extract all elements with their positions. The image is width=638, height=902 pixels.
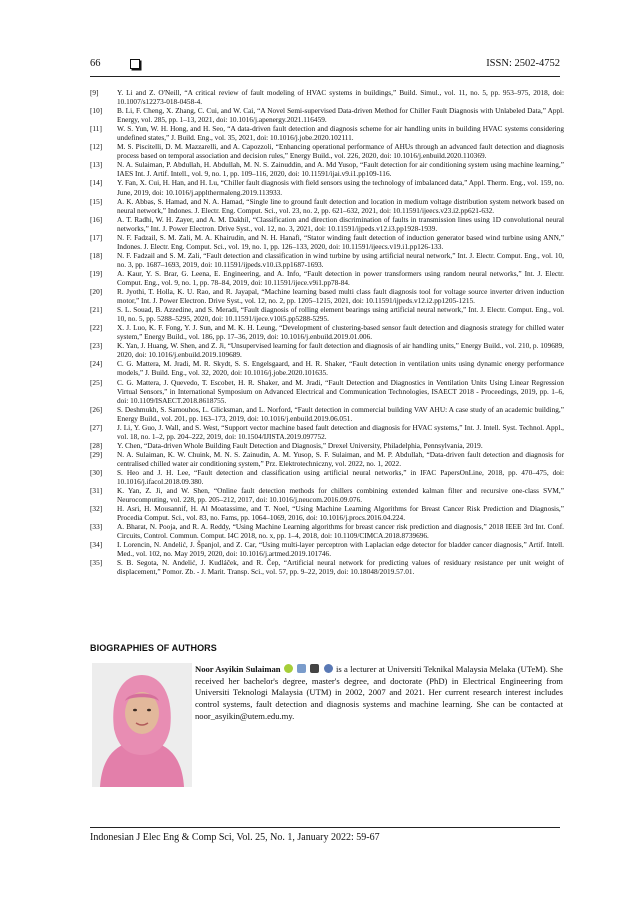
author-bio (195, 664, 563, 723)
author-portrait-icon (92, 663, 192, 787)
reference-number: [12] (90, 142, 103, 152)
reference-text: R. Jyothi, T. Holla, K. U. Rao, and R. Jayapal, “Machine learning based multi class fault diagnosis tool for voltage source inverter driven induction motor,” Int. J. Power Electron. Drive Syst., vol. 12, no. 2, pp. 1205–1215, 2021, doi: 10.11591/ijpeds.v12.i2.pp1205-1215. (117, 287, 564, 306)
reference-number: [21] (90, 305, 103, 315)
reference-number: [25] (90, 377, 103, 387)
reference-number: [34] (90, 540, 103, 550)
reference-number: [9] (90, 88, 99, 97)
author-bio-text: is a lecturer at Universiti Teknikal Malaysia Melaka (UTeM). She received her bachelor's degree, master's degree, and doctorate (PhD) in Electrical Engineering from Universiti Teknologi Malaysia (UTM) in 2002, 2007 and 2021. Her current research interest includes control systems, fault detection and diagnosis systems and machine learning. She can be contacted at noor_asyikin@utem.edu.my. (195, 664, 563, 721)
reference-item (90, 233, 564, 251)
reference-number: [18] (90, 250, 103, 260)
reference-number: [23] (90, 341, 103, 351)
reference-text: N. F. Fadzail and S. M. Zali, “Fault detection and classification in wind turbine by using artificial neural network,” Int. J. Electr. Comput. Eng., vol. 10, no. 3, pp. 1687–1693, 2019, doi: 10.11591/ijpeds.v10.i3.pp1687-1693. (117, 250, 564, 269)
reference-text: A. Kaur, Y. S. Brar, G. Leena, E. Engineering, and A. Info, “Fault detection in power transformers using random neural networks,” Int. J. Electr. Comput. Eng., vol. 9, no. 1, pp. 78–84, 2019, doi: 10.11591/ijece.v9i1.pp78-84. (117, 268, 564, 287)
reference-text: K. Yan, J. Huang, W. Shen, and Z. Ji, “Unsupervised learning for fault detection and diagnosis of air handling units,” Energy Build., vol. 210, p. 109689, 2020, doi: 10.1016/j.enbuild.2019.109689. (117, 341, 564, 360)
reference-item (90, 197, 564, 215)
reference-text: K. Yan, Z. Ji, and W. Shen, “Online fault detection methods for chillers combining extended kalman filter and recursive one-class SVM,” Neurocomputing, vol. 228, pp. 205–212, 2017, doi: 10.1016/j.neucom.2016.09.076. (117, 486, 564, 505)
reference-text: M. S. Piscitelli, D. M. Mazzarelli, and A. Capozzoli, “Enhancing operational performance of AHUs through an advanced fault detection and diagnosis process based on temporal association and decision rules,” Energy Build., vol. 226, 2020, doi: 10.1016/j.enbuild.2020.110369. (117, 142, 564, 161)
scopus-icon[interactable] (310, 664, 319, 673)
reference-number: [24] (90, 359, 103, 369)
reference-text: A. K. Abbas, S. Hamad, and N. A. Hamad, “Single line to ground fault detection and location in medium voltage distribution system network based on neural network,” Indones. J. Electr. Eng. Comput. Sci., vol. 23, no. 2, pp. 621–632, 2021, doi: 10.11591/ijeecs.v23.i2.pp621-632. (117, 196, 564, 215)
reference-text: S. Heo and J. H. Lee, “Fault detection and classification using artificial neural networks,” in IFAC PapersOnLine, 2018, pp. 470–475, doi: 10.1016/j.ifacol.2018.09.380. (117, 467, 564, 487)
reference-text: Y. Li and Z. O'Neill, “A critical review of fault modeling of HVAC systems in buildings,” Build. Simul., vol. 11, no. 5, pp. 953–975, 2018, doi: 10.1007/s12273-018-0458-4. (117, 88, 564, 107)
page-number: 66 (90, 58, 101, 69)
reference-text: W. S. Yun, W. H. Hong, and H. Seo, “A data-driven fault detection and diagnosis scheme for air handling units in building HVAC systems considering undefined states,” J. Build. Eng., vol. 35, 2021, doi: 10.1016/j.jobe.2020.102111. (117, 124, 564, 143)
publons-icon[interactable] (324, 664, 333, 673)
google-scholar-icon[interactable] (297, 664, 306, 673)
reference-text: C. G. Mattera, M. Jradi, M. R. Skydt, S. S. Engelsgaard, and H. R. Shaker, “Fault detection in ventilation units using dynamic energy performance models,” J. Build. Eng., vol. 32, 2020, doi: 10.1016/j.jobe.2020.101635. (117, 359, 564, 378)
reference-item (90, 522, 564, 540)
author-photo (92, 663, 192, 787)
author-name: Noor Asyikin Sulaiman (195, 664, 281, 674)
reference-number: [31] (90, 486, 103, 496)
reference-item (90, 287, 564, 305)
header-rule (90, 76, 560, 77)
reference-text: A. T. Radhi, W. H. Zayer, and A. M. Dakhil, “Classification and direction discrimination of faults in transmission lines using 1D convolutional neural networks,” Int. J. Power Electron. Drive Syst., vol. 12, no. 3, 2021, doi: 10.11591/ijpeds.v12.i3.pp1928-1939. (117, 214, 564, 233)
reference-number: [35] (90, 558, 103, 568)
reference-item (90, 269, 564, 287)
reference-text: X. J. Luo, K. F. Fong, Y. J. Sun, and M. K. H. Leung, “Development of clustering-based sensor fault detection and diagnosis strategy for chilled water system,” Energy Build., vol. 186, pp. 17–36, 2019, doi: 10.1016/j.enbuild.2019.01.006. (117, 323, 564, 342)
reference-item (90, 215, 564, 233)
reference-item (90, 405, 564, 423)
reference-number: [17] (90, 232, 103, 242)
reference-item (90, 341, 564, 359)
reference-item (90, 378, 564, 405)
reference-number: [26] (90, 404, 103, 414)
reference-number: [16] (90, 214, 103, 224)
reference-number: [32] (90, 504, 103, 514)
reference-item (90, 468, 564, 486)
reference-number: [13] (90, 160, 103, 170)
journal-footer: Indonesian J Elec Eng & Comp Sci, Vol. 25, No. 1, January 2022: 59-67 (90, 832, 380, 843)
reference-item (90, 441, 564, 450)
orcid-icon[interactable] (284, 664, 293, 673)
reference-number: [11] (90, 124, 102, 134)
reference-item (90, 323, 564, 341)
reference-text: S. Deshmukh, S. Samouhos, L. Glicksman, and L. Norford, “Fault detection in commercial building VAV AHU: A case study of an academic building,” Energy Build., vol. 201, pp. 163–173, 2019, doi: 10.1016/j.enbuild.2019.06.051. (117, 404, 564, 423)
reference-text: S. L. Souad, B. Azzedine, and S. Meradi, “Fault diagnosis of rolling element bearings using artificial neural network,” Int. J. Electr. Comput. Eng., vol. 10, no. 5, pp. 5288–5295, 2020, doi: 10.11591/ijece.v10i5.pp5288-5295. (117, 305, 564, 324)
reference-item (90, 106, 564, 124)
reference-text: N. A. Sulaiman, K. W. Chuink, M. N. S. Zainudin, A. M. Yusop, S. F. Sulaiman, and M. P. Abdullah, “Data-driven fault detection and diagnosis for centralised chilled water air conditioning system,” Prz. Elektrotechniczny, vol. 2022, no. 1, 2022. (117, 449, 564, 468)
reference-number: [27] (90, 422, 103, 432)
reference-item (90, 540, 564, 558)
reference-text: C. G. Mattera, J. Quevedo, T. Escobet, H. R. Shaker, and M. Jradi, “Fault Detection and Diagnostics in Ventilation Units Using Linear Regression Virtual Sensors,” in International Symposium on Advanced Electrical and Communication Technologies, ISAECT 2018 - Proceedings, 2019, pp. 1–6, doi: 10.1109/ISAECT.2018.8618755. (117, 377, 564, 405)
reference-number: [22] (90, 323, 103, 333)
reference-item (90, 178, 564, 196)
reference-text: Y. Chen, “Data-driven Whole Building Fault Detection and Diagnosis,” Drexel University, Philadelphia, Pennsylvania, 2019. (117, 440, 483, 450)
reference-item (90, 359, 564, 377)
reference-text: I. Lorencin, N. Andelić, J. Španjol, and Z. Car, “Using multi-layer perceptron with Laplacian edge detector for bladder cancer diagnosis,” Artif. Intell. Med., vol. 102, no. May 2019, 2020, doi: 10.1016/j.artmed.2019.101746. (117, 540, 564, 559)
reference-number: [10] (90, 106, 103, 116)
reference-text: N. F. Fadzail, S. M. Zali, M. A. Khairudin, and N. H. Hanafi, “Stator winding fault detection of induction generator based wind turbine using ANN,” Indones. J. Electr. Eng. Comput. Sci., vol. 19, no. 1, pp. 126–133, 2020, doi: 10.11591/ijeecs.v19.i1.pp126-133. (117, 232, 564, 251)
reference-text: J. Li, Y. Guo, J. Wall, and S. West, “Support vector machine based fault detection and diagnosis for HVAC systems,” Int. J. Intell. Syst. Technol. Appl., vol. 18, no. 1–2, pp. 204–222, 2019, doi: 10.1504/IJISTA.2019.097752. (117, 422, 564, 441)
reference-number: [33] (90, 522, 103, 532)
reference-list (90, 88, 564, 577)
reference-text: A. Bharat, N. Pooja, and R. A. Reddy, “Using Machine Learning algorithms for breast cancer risk prediction and diagnosis,” 2018 IEEE 3rd Int. Conf. Circuits, Control. Commun. Comput. I4C 2018, no. x, pp. 1–4, 2018, doi: 10.1109/CIMCA.2018.8739696. (117, 522, 564, 541)
reference-number: [28] (90, 440, 103, 450)
reference-item (90, 558, 564, 576)
reference-item (90, 450, 564, 468)
reference-number: [29] (90, 449, 103, 459)
reference-item (90, 142, 564, 160)
reference-number: [30] (90, 467, 103, 477)
page-header (90, 58, 560, 74)
reference-text: Y. Fan, X. Cui, H. Han, and H. Lu, “Chiller fault diagnosis with field sensors using the technology of imbalanced data,” Appl. Therm. Eng., vol. 159, no. June, 2019, doi: 10.1016/j.applthermaleng.2019.113933. (117, 178, 564, 197)
reference-text: N. A. Sulaiman, P. Abdullah, H. Abdullah, M. N. S. Zainuddin, and A. Md Yusop, “Fault detection for air conditioning system using machine learning,” IAES Int. J. Artif. Intell., vol. 9, no. 1, pp. 109–116, 2020, doi: 10.11591/ijai.v9.i1.pp109-116. (117, 160, 564, 179)
reference-item (90, 251, 564, 269)
footer-rule (90, 827, 560, 828)
reference-number: [20] (90, 287, 103, 297)
reference-number: [14] (90, 178, 103, 188)
reference-number: [15] (90, 196, 103, 206)
reference-item (90, 305, 564, 323)
reference-item (90, 486, 564, 504)
reference-text: H. Asri, H. Mousannif, H. Al Moatassime, and T. Noel, “Using Machine Learning Algorithms for Breast Cancer Risk Prediction and Diagnosis,” Procedia Comput. Sci., vol. 83, no. Fams, pp. 1064–1069, 2016, doi: 10.1016/j.procs.2016.04.224. (117, 504, 564, 523)
reference-item (90, 423, 564, 441)
reference-item (90, 160, 564, 178)
issn: ISSN: 2502-4752 (486, 58, 560, 69)
reference-text: S. B. Segota, N. Andelić, J. Kudláček, and R. Čep, “Artificial neural network for predicting values of residuary resistance per unit weight of displacement,” Pomor. Zb. - J. Marit. Transp. Sci., vol. 57, pp. 9–22, 2019, doi: 10.18048/2019.57.01. (117, 558, 564, 577)
reference-item (90, 504, 564, 522)
reference-item (90, 88, 564, 106)
reference-text: B. Li, F. Cheng, X. Zhang, C. Cui, and W. Cai, “A Novel Semi-supervised Data-driven Method for Chiller Fault Diagnosis with Unlabeled Data,” Appl. Energy, vol. 285, pp. 1–13, 2021, doi: 10.1016/j.apenergy.2021.116459. (117, 106, 564, 125)
reference-item (90, 124, 564, 142)
reference-number: [19] (90, 268, 103, 278)
square-icon (130, 59, 140, 69)
biographies-heading: BIOGRAPHIES OF AUTHORS (90, 643, 217, 653)
